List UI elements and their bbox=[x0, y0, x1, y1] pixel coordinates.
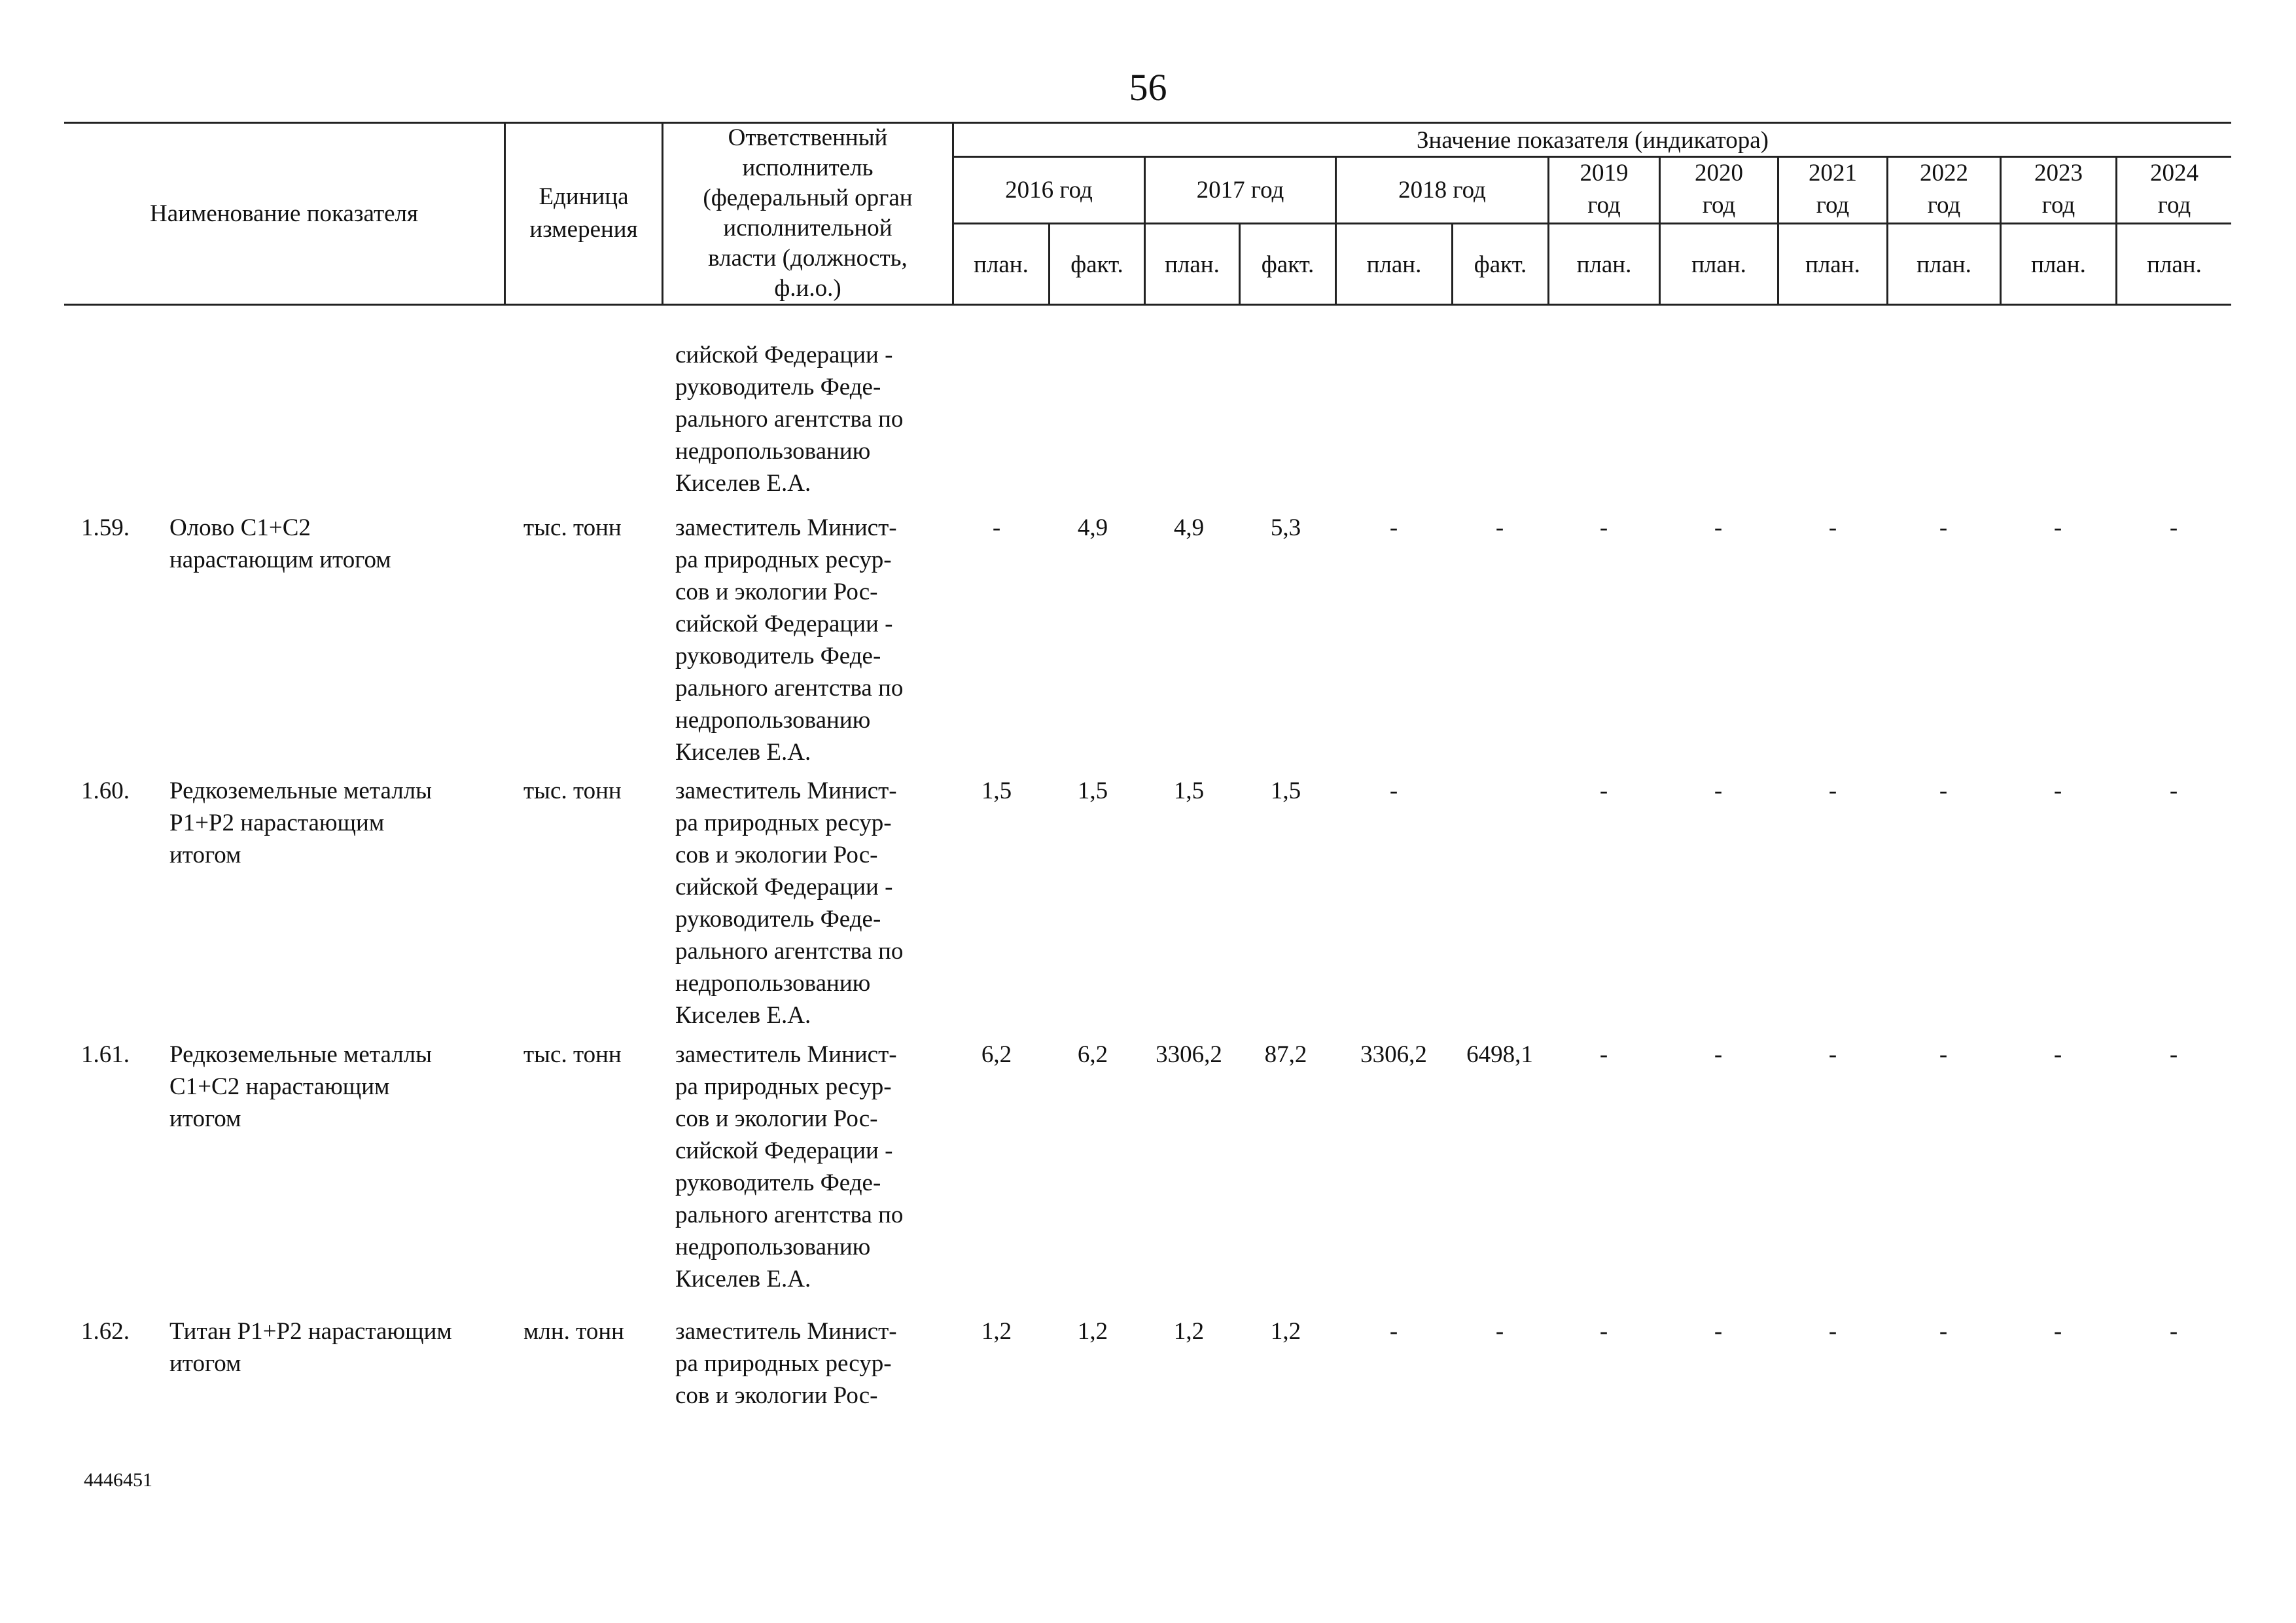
value-2021-plan: - bbox=[1828, 1041, 1837, 1068]
responsible: заместитель Минист- ра природных ресур- сов и экологии Рос- bbox=[675, 1318, 897, 1409]
value-2024-plan: - bbox=[2169, 514, 2178, 541]
indicator-name: Редкоземельные металлы С1+С2 нарастающим итогом bbox=[169, 1041, 432, 1132]
value-2023-plan: - bbox=[2053, 777, 2062, 804]
value-2016-plan: 1,2 bbox=[981, 1318, 1012, 1345]
header-value-group: Значение показателя (индикатора) bbox=[1417, 127, 1769, 154]
header-year-2023 bbox=[2002, 157, 2115, 221]
row-number: 1.60. bbox=[81, 777, 130, 804]
value-2016-plan: 6,2 bbox=[981, 1041, 1012, 1068]
header-plan: план. bbox=[1576, 251, 1632, 278]
indicator-name: Редкоземельные металлы Р1+Р2 нарастающим итогом bbox=[169, 777, 432, 868]
header-name: Наименование показателя bbox=[149, 200, 419, 227]
value-2021-plan: - bbox=[1828, 777, 1837, 804]
value-2016-fact: 6,2 bbox=[1077, 1041, 1108, 1068]
header-fact: факт. bbox=[1474, 251, 1527, 278]
row-number: 1.61. bbox=[81, 1041, 130, 1068]
document-id: 4446451 bbox=[84, 1469, 152, 1491]
row-number: 1.62. bbox=[81, 1318, 130, 1345]
value-2019-plan: - bbox=[1599, 514, 1608, 541]
value-2017-fact: 87,2 bbox=[1264, 1041, 1307, 1068]
value-2019-plan: - bbox=[1599, 1041, 1608, 1068]
value-2023-plan: - bbox=[2053, 514, 2062, 541]
value-2017-plan: 1,5 bbox=[1173, 777, 1205, 804]
value-2017-fact: 5,3 bbox=[1270, 514, 1301, 541]
year-label: 2020 год bbox=[1695, 160, 1743, 219]
table-top-border bbox=[64, 122, 2231, 124]
responsible-continuation: сийской Федерации - руководитель Феде- рального агентства по недропользованию Киселев Е.А. bbox=[675, 342, 904, 497]
unit: тыс. тонн bbox=[523, 1041, 622, 1068]
header-year-2016: 2016 год bbox=[1005, 177, 1093, 204]
header-responsible-text: Ответственный исполнитель (федеральный орган исполнительной власти (должность, ф.и.о.) bbox=[703, 124, 913, 302]
value-2024-plan: - bbox=[2169, 1318, 2178, 1345]
year-label: 2023 год bbox=[2034, 160, 2083, 219]
value-2018-fact: - bbox=[1495, 514, 1504, 541]
value-2020-plan: - bbox=[1714, 1041, 1723, 1068]
value-2020-plan: - bbox=[1714, 777, 1723, 804]
header-fact: факт. bbox=[1070, 251, 1123, 278]
value-2020-plan: - bbox=[1714, 1318, 1723, 1345]
header-plan: план. bbox=[974, 251, 1029, 278]
value-2021-plan: - bbox=[1828, 1318, 1837, 1345]
header-fact: факт. bbox=[1261, 251, 1315, 278]
header-year-2024 bbox=[2117, 157, 2231, 221]
header-plan: план. bbox=[1366, 251, 1422, 278]
header-plan: план. bbox=[1916, 251, 1971, 278]
value-2019-plan: - bbox=[1599, 1318, 1608, 1345]
header-year-2018: 2018 год bbox=[1398, 177, 1486, 204]
value-2020-plan: - bbox=[1714, 514, 1723, 541]
value-2023-plan: - bbox=[2053, 1318, 2062, 1345]
value-2018-plan: - bbox=[1389, 1318, 1398, 1345]
header-bottom-border bbox=[64, 304, 2231, 306]
value-2021-plan: - bbox=[1828, 514, 1837, 541]
responsible: заместитель Минист- ра природных ресур- сов и экологии Рос- сийской Федерации - руководитель Феде- рального агентства по недропользованию Киселев Е.А. bbox=[675, 514, 904, 766]
value-2018-plan: - bbox=[1389, 777, 1398, 804]
indicator-name: Титан Р1+Р2 нарастающим итогом bbox=[169, 1318, 452, 1377]
value-2023-plan: - bbox=[2053, 1041, 2062, 1068]
value-2016-plan: - bbox=[992, 514, 1001, 541]
indicator-name: Олово С1+С2 нарастающим итогом bbox=[169, 514, 391, 573]
unit: тыс. тонн bbox=[523, 777, 622, 804]
header-year-2017: 2017 год bbox=[1196, 177, 1284, 204]
responsible: заместитель Минист- ра природных ресур- сов и экологии Рос- сийской Федерации - руководитель Феде- рального агентства по недропользованию Киселев Е.А. bbox=[675, 777, 904, 1029]
value-2022-plan: - bbox=[1939, 514, 1948, 541]
value-2017-fact: 1,2 bbox=[1270, 1318, 1301, 1345]
value-2018-fact: 6498,1 bbox=[1466, 1041, 1533, 1068]
value-2018-plan: - bbox=[1389, 514, 1398, 541]
value-2022-plan: - bbox=[1939, 777, 1948, 804]
value-2022-plan: - bbox=[1939, 1318, 1948, 1345]
value-2017-fact: 1,5 bbox=[1270, 777, 1301, 804]
header-year-2022 bbox=[1888, 157, 2000, 221]
header-year-2021 bbox=[1779, 157, 1886, 221]
value-2018-plan: 3306,2 bbox=[1360, 1041, 1427, 1068]
value-2017-plan: 4,9 bbox=[1173, 514, 1205, 541]
value-2017-plan: 1,2 bbox=[1173, 1318, 1205, 1345]
value-2024-plan: - bbox=[2169, 777, 2178, 804]
header-responsible bbox=[663, 123, 952, 304]
unit: тыс. тонн bbox=[523, 514, 622, 541]
value-2022-plan: - bbox=[1939, 1041, 1948, 1068]
header-unit bbox=[506, 181, 662, 246]
header-plan: план. bbox=[1805, 251, 1860, 278]
header-year-2020 bbox=[1661, 157, 1777, 221]
value-2016-plan: 1,5 bbox=[981, 777, 1012, 804]
value-2019-plan: - bbox=[1599, 777, 1608, 804]
header-year-2019 bbox=[1549, 157, 1659, 221]
year-label: 2022 год bbox=[1920, 160, 1968, 219]
value-2024-plan: - bbox=[2169, 1041, 2178, 1068]
page-number: 56 bbox=[1129, 66, 1167, 109]
value-2018-fact: - bbox=[1495, 1318, 1504, 1345]
value-2016-fact: 4,9 bbox=[1077, 514, 1108, 541]
year-label: 2021 год bbox=[1809, 160, 1857, 219]
value-2016-fact: 1,5 bbox=[1077, 777, 1108, 804]
header-plan: план. bbox=[1165, 251, 1220, 278]
header-plan: план. bbox=[1691, 251, 1746, 278]
header-plan: план. bbox=[2147, 251, 2202, 278]
year-label: 2019 год bbox=[1580, 160, 1629, 219]
value-2017-plan: 3306,2 bbox=[1156, 1041, 1222, 1068]
header-unit-text: Единица измерения bbox=[529, 183, 638, 243]
row-number: 1.59. bbox=[81, 514, 130, 541]
header-plan: план. bbox=[2031, 251, 2086, 278]
year-label: 2024 год bbox=[2150, 160, 2199, 219]
unit: млн. тонн bbox=[523, 1318, 624, 1345]
value-2016-fact: 1,2 bbox=[1077, 1318, 1108, 1345]
responsible: заместитель Минист- ра природных ресур- сов и экологии Рос- сийской Федерации - руководитель Феде- рального агентства по недропользованию Киселев Е.А. bbox=[675, 1041, 904, 1293]
